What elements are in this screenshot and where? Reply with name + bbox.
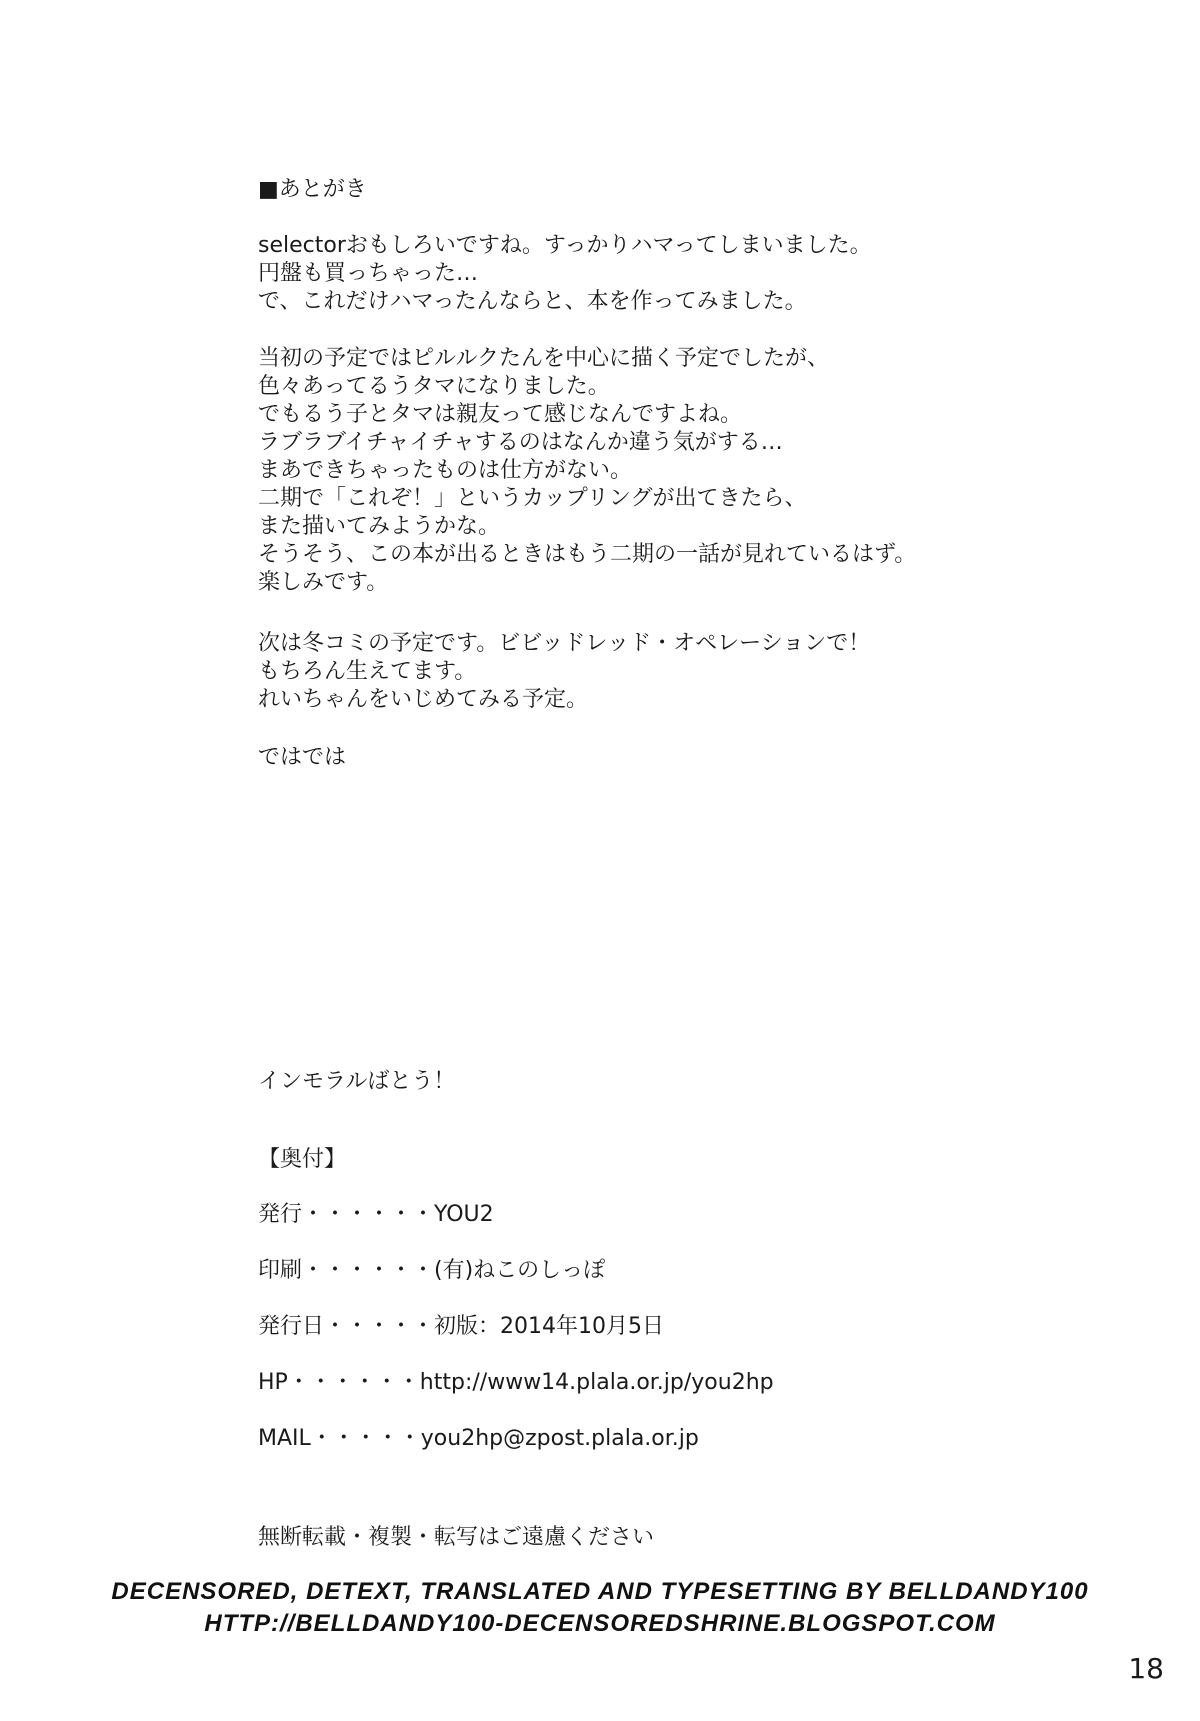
colophon-mail: MAIL・・・・・you2hp@zpost.plala.or.jp: [258, 1426, 699, 1451]
closing-line: ではでは: [258, 745, 347, 770]
colophon-printer: 印刷・・・・・・(有)ねこのしっぽ: [258, 1258, 606, 1283]
text-line: 色々あってるうタマになりました。: [258, 374, 610, 399]
text-line: そうそう、この本が出るときはもう二期の一話が見れているはず。: [258, 542, 917, 567]
afterword-closing: [258, 744, 346, 772]
text-line: 円盤も買っちゃった…: [258, 261, 479, 286]
colophon-date: 発行日・・・・・初版：2014年10月5日: [258, 1314, 664, 1339]
colophon-homepage: HP・・・・・・http://www14.plala.or.jp/you2hp: [258, 1370, 774, 1395]
copyright-notice: 無断転載・複製・転写はご遠慮ください: [258, 1525, 655, 1550]
text-line: 楽しみです。: [258, 570, 389, 595]
text-line: 二期で「これぞ！」というカップリングが出てきたら、: [258, 486, 807, 511]
colophon-heading: [258, 1146, 346, 1174]
colophon-title: 【奥付】: [258, 1147, 347, 1172]
scanlation-credits: [0, 1576, 1200, 1640]
afterword-paragraph-3: [258, 630, 870, 714]
text-line: で、これだけハマったんならと、本を作ってみました。: [258, 289, 807, 314]
text-line: まあできちゃったものは仕方がない。: [258, 458, 633, 483]
page-number: 18: [1128, 1652, 1164, 1685]
text-line: 当初の予定ではピルルクたんを中心に描く予定でしたが、: [258, 346, 830, 371]
credits-line-2: HTTP://BELLDANDY100-DECENSOREDSHRINE.BLOGSPOT.COM: [204, 1610, 996, 1637]
afterword-paragraph-2: [258, 345, 916, 597]
afterword-title: ■あとがき: [258, 177, 367, 202]
credits-line-1: DECENSORED, DETEXT, TRANSLATED AND TYPESETTING BY BELLDANDY100: [111, 1578, 1089, 1605]
text-line: selectorおもしろいですね。すっかりハマってしまいました。: [258, 233, 872, 258]
text-line: また描いてみようかな。: [258, 514, 501, 539]
text-line: 次は冬コミの予定です。ビビッドレッド・オペレーションで！: [258, 631, 871, 656]
circle-name: インモラルばとう！: [258, 1069, 456, 1094]
text-line: ラブラブイチャイチャするのはなんか違う気がする…: [258, 430, 783, 455]
text-line: でもるう子とタマは親友って感じなんですよね。: [258, 402, 743, 427]
text-line: もちろん生えてます。: [258, 659, 477, 684]
afterword-paragraph-1: [258, 232, 872, 316]
colophon-list: [258, 1200, 774, 1480]
text-line: れいちゃんをいじめてみる予定。: [258, 687, 589, 712]
afterword-heading: [258, 176, 367, 204]
colophon-publisher: 発行・・・・・・YOU2: [258, 1202, 494, 1227]
